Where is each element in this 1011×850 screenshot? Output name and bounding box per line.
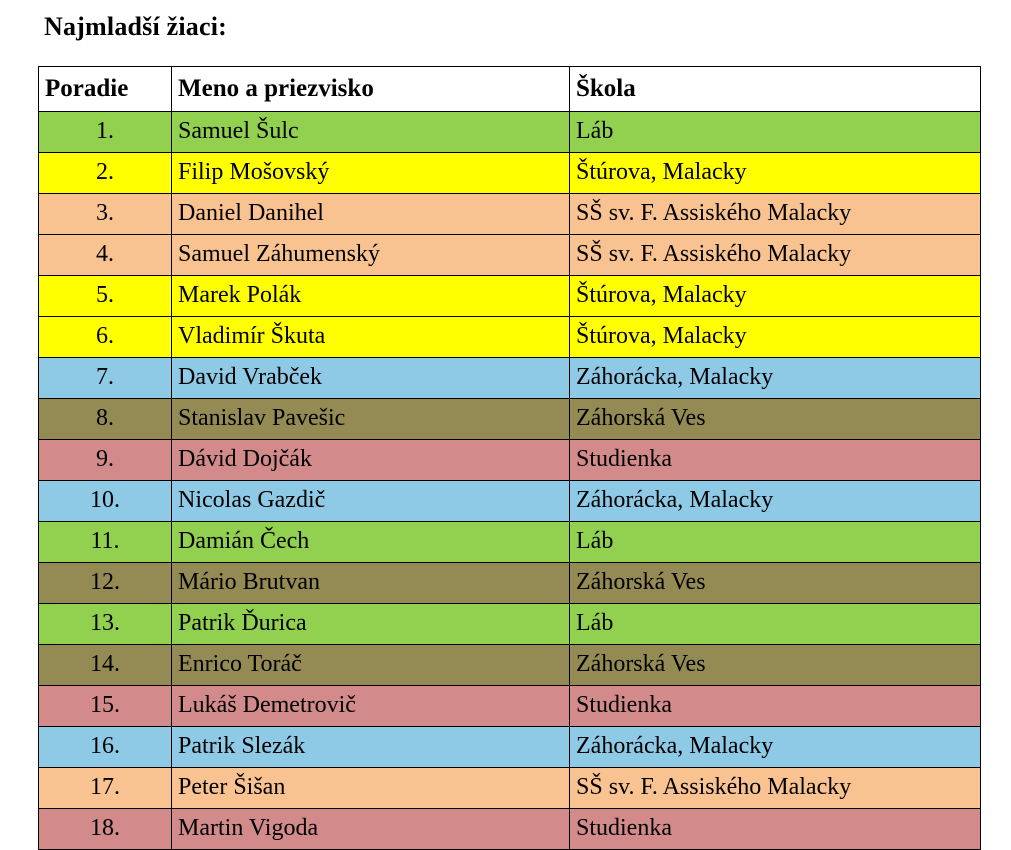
cell-rank: 11.	[39, 522, 172, 563]
table-row	[39, 604, 981, 645]
table-row	[39, 809, 981, 850]
table-row	[39, 112, 981, 153]
page-title: Najmladší žiaci:	[44, 12, 228, 41]
cell-name: Nicolas Gazdič	[172, 481, 570, 522]
cell-school: Záhorská Ves	[570, 399, 981, 440]
cell-name: Filip Mošovský	[172, 153, 570, 194]
cell-name: Samuel Záhumenský	[172, 235, 570, 276]
cell-name: Vladimír Škuta	[172, 317, 570, 358]
cell-rank: 2.	[39, 153, 172, 194]
cell-name: Marek Polák	[172, 276, 570, 317]
results-table-container	[38, 66, 980, 850]
cell-name: Patrik Slezák	[172, 727, 570, 768]
table-header-row	[39, 67, 981, 112]
table-row	[39, 358, 981, 399]
table-row	[39, 563, 981, 604]
cell-rank: 12.	[39, 563, 172, 604]
column-header-rank: Poradie	[39, 67, 172, 112]
cell-school: Studienka	[570, 440, 981, 481]
cell-rank: 4.	[39, 235, 172, 276]
table-row	[39, 768, 981, 809]
cell-rank: 16.	[39, 727, 172, 768]
cell-rank: 13.	[39, 604, 172, 645]
cell-rank: 3.	[39, 194, 172, 235]
column-header-school: Škola	[570, 67, 981, 112]
cell-school: Láb	[570, 522, 981, 563]
table-row	[39, 481, 981, 522]
cell-rank: 1.	[39, 112, 172, 153]
cell-name: David Vrabček	[172, 358, 570, 399]
table-row	[39, 194, 981, 235]
table-row	[39, 522, 981, 563]
cell-rank: 17.	[39, 768, 172, 809]
cell-rank: 14.	[39, 645, 172, 686]
table-body	[39, 112, 981, 850]
table-header	[39, 67, 981, 112]
cell-rank: 15.	[39, 686, 172, 727]
cell-school: SŠ sv. F. Assiského Malacky	[570, 194, 981, 235]
cell-school: Studienka	[570, 686, 981, 727]
results-table	[38, 66, 981, 850]
table-row	[39, 153, 981, 194]
table-row	[39, 235, 981, 276]
cell-name: Enrico Toráč	[172, 645, 570, 686]
cell-name: Samuel Šulc	[172, 112, 570, 153]
cell-rank: 8.	[39, 399, 172, 440]
cell-school: Záhorácka, Malacky	[570, 481, 981, 522]
cell-rank: 10.	[39, 481, 172, 522]
cell-name: Peter Šišan	[172, 768, 570, 809]
cell-name: Stanislav Pavešic	[172, 399, 570, 440]
table-row	[39, 276, 981, 317]
cell-name: Patrik Ďurica	[172, 604, 570, 645]
table-row	[39, 317, 981, 358]
cell-school: Studienka	[570, 809, 981, 850]
cell-rank: 7.	[39, 358, 172, 399]
cell-name: Martin Vigoda	[172, 809, 570, 850]
cell-name: Damián Čech	[172, 522, 570, 563]
cell-school: Záhorská Ves	[570, 645, 981, 686]
cell-school: Láb	[570, 604, 981, 645]
cell-school: Záhorácka, Malacky	[570, 727, 981, 768]
cell-school: SŠ sv. F. Assiského Malacky	[570, 768, 981, 809]
table-row	[39, 645, 981, 686]
column-header-name: Meno a priezvisko	[172, 67, 570, 112]
table-row	[39, 399, 981, 440]
cell-name: Mário Brutvan	[172, 563, 570, 604]
cell-name: Lukáš Demetrovič	[172, 686, 570, 727]
cell-school: Štúrova, Malacky	[570, 317, 981, 358]
cell-rank: 9.	[39, 440, 172, 481]
cell-school: Štúrova, Malacky	[570, 153, 981, 194]
table-row	[39, 440, 981, 481]
cell-name: Dávid Dojčák	[172, 440, 570, 481]
table-row	[39, 727, 981, 768]
cell-school: Láb	[570, 112, 981, 153]
cell-rank: 18.	[39, 809, 172, 850]
table-row	[39, 686, 981, 727]
cell-school: Záhorácka, Malacky	[570, 358, 981, 399]
cell-school: Štúrova, Malacky	[570, 276, 981, 317]
cell-school: Záhorská Ves	[570, 563, 981, 604]
cell-school: SŠ sv. F. Assiského Malacky	[570, 235, 981, 276]
cell-name: Daniel Danihel	[172, 194, 570, 235]
cell-rank: 6.	[39, 317, 172, 358]
cell-rank: 5.	[39, 276, 172, 317]
